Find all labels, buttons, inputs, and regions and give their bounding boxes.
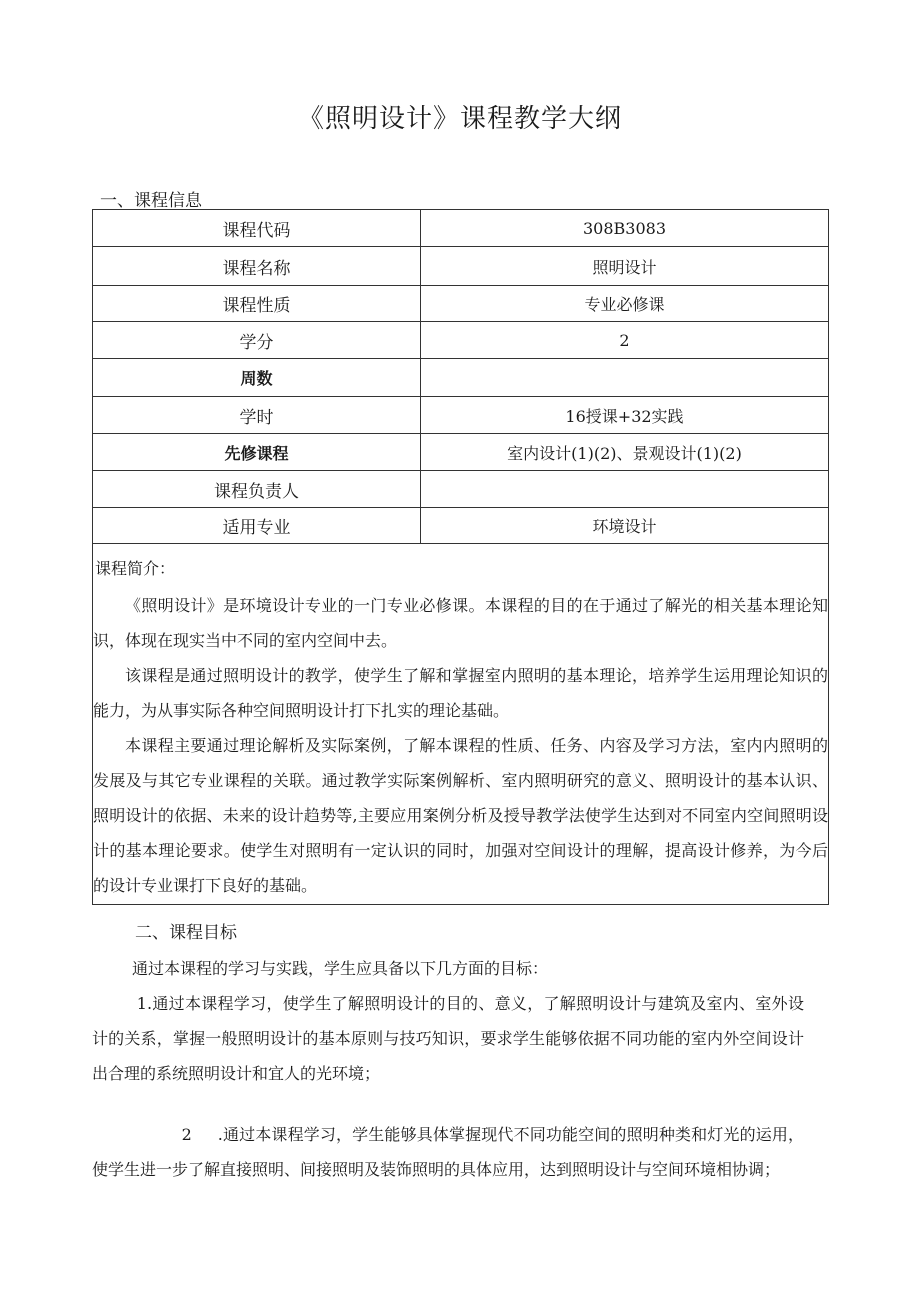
row-label: 课程名称: [93, 247, 421, 286]
section-heading-course-goals: 二、课程目标: [135, 923, 237, 943]
table-row: [93, 508, 829, 544]
row-label: 学分: [93, 322, 421, 359]
row-label: 课程负责人: [93, 471, 421, 508]
table-row: [93, 210, 829, 247]
intro-paragraph-3: 本课程主要通过理论解析及实际案例，了解本课程的性质、任务、内容及学习方法，室内内照明的发展及与其它专业课程的关联。通过教学实际案例解析、室内照明研究的意义、照明设计的基本认识、照明设计的依据、未来的设计趋势等,主要应用案例分析及授导教学法使学生达到对不同室内空间照明设计的基本理论要求。使学生对照明有一定认识的同时，加强对空间设计的理解，提高设计修养，为今后的设计专业课打下良好的基础。: [93, 736, 828, 895]
row-value: 308B3083: [421, 210, 829, 247]
row-label: 先修课程: [93, 434, 421, 471]
section-heading-course-info: 一、课程信息: [100, 191, 202, 211]
table-row: [93, 434, 829, 471]
course-intro-box: [92, 542, 829, 905]
row-value: 环境设计: [421, 508, 829, 544]
row-label: 课程性质: [93, 286, 421, 322]
table-row: [93, 397, 829, 434]
goal-text: .通过本课程学习，学生能够具体掌握现代不同功能空间的照明种类和灯光的运用，使学生进一步了解直接照明、间接照明及装饰照明的具体应用，达到照明设计与空间环境相协调；: [92, 1125, 804, 1179]
table-row: [93, 247, 829, 286]
page-title: 《照明设计》课程教学大纲: [297, 104, 622, 134]
row-value: 16授课+32实践: [421, 397, 829, 434]
goal-number: 2: [181, 1125, 192, 1144]
row-value: [421, 471, 829, 508]
course-info-table: [92, 209, 829, 544]
table-row: [93, 286, 829, 322]
row-value: 2: [421, 322, 829, 359]
goal-item-1: 1.通过本课程学习，使学生了解照明设计的目的、意义，了解照明设计与建筑及室内、室外设计的关系，掌握一般照明设计的基本原则与技巧知识，要求学生能够依据不同功能的室内外空间设计出合理的系统照明设计和宜人的光环境；: [92, 994, 804, 1083]
intro-heading: 课程简介：: [95, 559, 176, 578]
goal-item-2: [92, 1117, 804, 1187]
table-row: [93, 471, 829, 508]
table-row: [93, 322, 829, 359]
goals-intro: 通过本课程的学习与实践，学生应具备以下几方面的目标：: [132, 959, 549, 978]
intro-paragraph-1: 《照明设计》是环境设计专业的一门专业必修课。本课程的目的在于通过了解光的相关基本理论知识，体现在现实当中不同的室内空间中去。: [93, 596, 828, 650]
row-label: 周数: [93, 359, 421, 397]
row-label: 课程代码: [93, 210, 421, 247]
row-value: 专业必修课: [421, 286, 829, 322]
intro-paragraph-2: 该课程是通过照明设计的教学，使学生了解和掌握室内照明的基本理论，培养学生运用理论知识的能力，为从事实际各种空间照明设计打下扎实的理论基础。: [93, 666, 828, 720]
table-row: [93, 359, 829, 397]
row-label: 学时: [93, 397, 421, 434]
row-value: 室内设计(1)(2)、景观设计(1)(2): [421, 434, 829, 471]
row-value: [421, 359, 829, 397]
row-label: 适用专业: [93, 508, 421, 544]
row-value: 照明设计: [421, 247, 829, 286]
